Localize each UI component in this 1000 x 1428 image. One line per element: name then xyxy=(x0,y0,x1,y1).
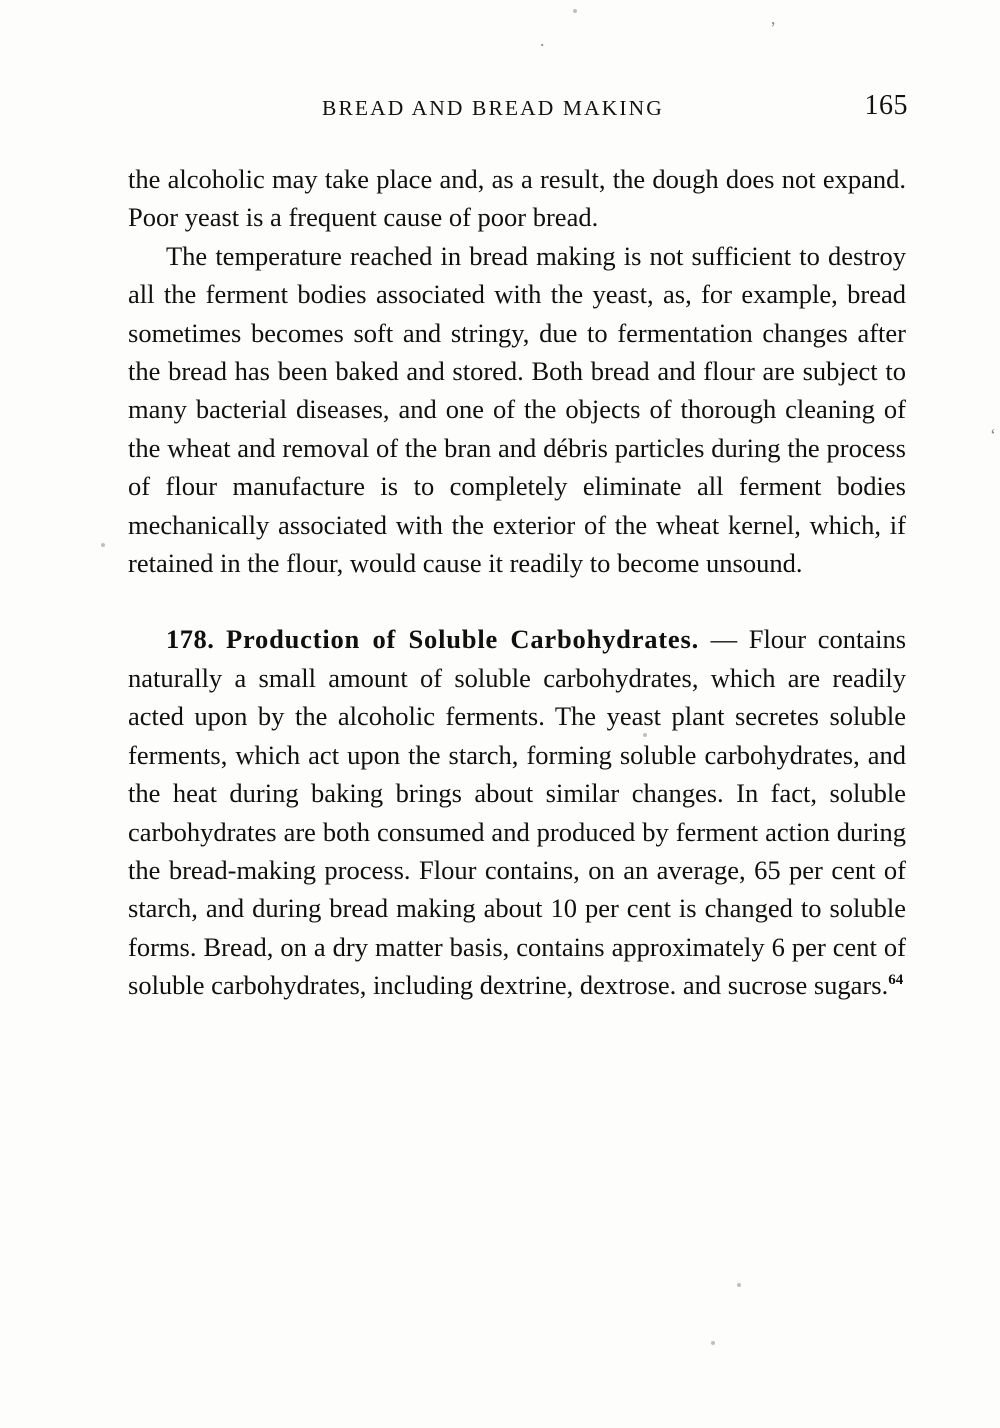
scan-speck xyxy=(711,1341,715,1345)
scan-speck xyxy=(737,1283,741,1287)
running-head xyxy=(128,90,908,121)
section-number: 178. xyxy=(166,624,215,655)
section-paragraph xyxy=(128,620,906,1004)
paragraph-continued: the alcoholic may take place and, as a result, the dough does not expand. Poor yeast is a frequent cause of poor bread. xyxy=(128,164,906,233)
scan-mark: ‘ xyxy=(990,425,996,445)
footnote-marker: 64 xyxy=(888,972,904,989)
page-number: 165 xyxy=(864,90,908,121)
scan-speck xyxy=(573,9,577,13)
paragraph-temperature: The temperature reached in bread making is not sufficient to destroy all the ferment bodies associated with the yeast, as, for example, bread sometimes becomes soft and stringy, due to fermentation changes after the bread has been baked and stored. Both bread and flour are subject to many bacterial diseases, and one of the objects of thorough cleaning of the wheat and removal of the bran and débris particles during the process of flour manufacture is to completely eliminate all ferment bodies mechanically associated with the exterior of the wheat kernel, which, if retained in the flour, would cause it readily to become unsound. xyxy=(128,240,906,579)
scan-mark: . xyxy=(540,30,545,50)
section-dash: — xyxy=(710,624,749,655)
section-body: Flour contains naturally a small amount of soluble carbohydrates, which are readily acted upon by the alcoholic ferments. The yeast plant secretes soluble ferments, which act upon the starch, forming soluble carbohydrates, and the heat during baking brings about similar changes. In fact, soluble carbohydrates are both consumed and produced by ferment action during the bread-making process. Flour contains, on an average, 65 per cent of starch, and during bread making about 10 per cent is changed to soluble forms. Bread, on a dry matter basis, contains approximately 6 per cent of soluble carbohydrates, including dextrine, dextrose. and sucrose sugars. xyxy=(128,624,907,1001)
scan-speck xyxy=(101,543,105,547)
section-title: Production of Soluble Carbohydrates. xyxy=(225,624,700,655)
body-text xyxy=(128,160,906,1005)
running-head-title: BREAD AND BREAD MAKING xyxy=(322,96,664,120)
scan-mark: ’ xyxy=(770,18,776,38)
